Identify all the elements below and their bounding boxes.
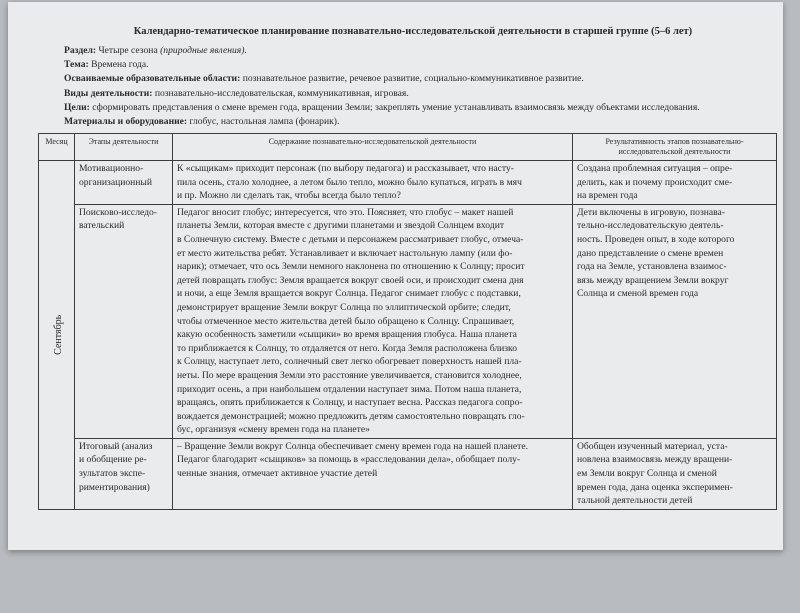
content-cell: – Вращение Земли вокруг Солнца обеспечивает смену времен года на нашей планете. Педагог благодарит «сыщиков» за помощь в «расследовании дела», обобщает полу- ченные знания, отмечает активное участие детей <box>173 438 573 509</box>
header-results: Результативность этапов познавательно-исследовательской деятельности <box>573 134 777 161</box>
stage-cell: Итоговый (анализ и обобщение ре- зультатов экспе- риментирования) <box>75 438 173 509</box>
table-row <box>39 161 777 205</box>
result-cell: Создана проблемная ситуация – опре- делить, как и почему происходит сме- на времен года <box>573 161 777 205</box>
document-meta <box>64 44 784 129</box>
table-row <box>39 204 777 438</box>
document-page <box>8 2 783 550</box>
month-cell <box>39 161 75 510</box>
document-title: Календарно-тематическое планирование познавательно-исследовательской деятельности в старшей группе (5–6 лет) <box>133 26 693 37</box>
section-line: Раздел: Четыре сезона (природные явления). <box>64 45 247 56</box>
materials-line: Материалы и оборудование: глобус, настольная лампа (фонарик). <box>64 116 340 128</box>
header-content: Содержание познавательно-исследовательской деятельности <box>173 134 573 161</box>
topic-line: Тема: Времена года. <box>64 59 149 71</box>
plan-table <box>38 133 777 510</box>
areas-line: Осваиваемые образовательные области: познавательное развитие, речевое развитие, социально-коммуникативное развитие. <box>64 73 584 85</box>
stage-cell: Поисково-исследо- вательский <box>75 204 173 438</box>
result-cell: Обобщен изученный материал, уста- новлена взаимосвязь между вращени- ем Земли вокруг Солнца и сменой времен года, дана оценка эксперимен- тальной деятельности детей <box>573 438 777 509</box>
month-label: Сентябрь <box>53 314 65 355</box>
stage-cell: Мотивационно- организационный <box>75 161 173 205</box>
header-stages: Этапы деятельности <box>75 134 173 161</box>
goals-line: Цели: сформировать представления о смене времен года, вращении Земли; закреплять умение устанавливать взаимосвязь между объектами исследования. <box>64 101 700 113</box>
activities-line: Виды деятельности: познавательно-исследовательская, коммуникативная, игровая. <box>64 87 409 99</box>
content-cell: К «сыщикам» приходит персонаж (по выбору педагога) и рассказывает, что насту- пила осень, стало холоднее, а летом было тепло, можно было купаться, играть в мяч и пр. Можно ли сделать так, чтобы всегда было тепло? <box>173 161 573 205</box>
table-row <box>39 438 777 509</box>
header-month: Месяц <box>39 134 75 161</box>
result-cell: Дети включены в игровую, познава- тельно-исследовательскую деятель- ность. Проведен опыт, в ходе которого дано представление о смене времен года на Земле, установлена взаимос- вязь между вращением Земли вокруг Солнца и сменой времен года <box>573 204 777 438</box>
table-header-row <box>39 134 777 161</box>
content-cell: Педагог вносит глобус; интересуется, что это. Поясняет, что глобус – макет нашей планеты Земли, которая вместе с другими планетами и звездой Солнцем входит в Солнечную систему. Вместе с детьми и персонажем рассматривает глобус, отмеча- ет место жительства ребят. Устанавливает и включает настольную лампу (или фо- нарик); отмечает, что ось Земли немного наклонена по отношению к Солнцу; просит детей повращать глобус: Земля вращается вокруг своей оси, и происходит смена дня и ночи, а еще Земля вращается вокруг Солнца. Педагог снимает глобус с подставки, демонстрирует вращение Земли вокруг Солнца по эллиптической орбите; следит, чтобы отмеченное место жительства детей было обращено к Солнцу. Спрашивает, какую особенность заметили «сыщики» во время вращения глобуса. Наша планета то приближается к Солнцу, то отдаляется от него. Когда Земля расположена близко к Солнцу, наступает лето, солнечный свет легко обогревает поверхность нашей пла- неты. По мере вращения Земли это расстояние увеличивается, становится холоднее, приходит осень, а при наибольшем отдалении наступает зима. Потом наша планета, вращаясь, опять приближается к Солнцу, и наступает весна. Рассказ педагога сопро- вождается демонстрацией; можно предложить детям самостоятельно повращать гло- бус, организуя «смену времен года на планете» <box>173 204 573 438</box>
